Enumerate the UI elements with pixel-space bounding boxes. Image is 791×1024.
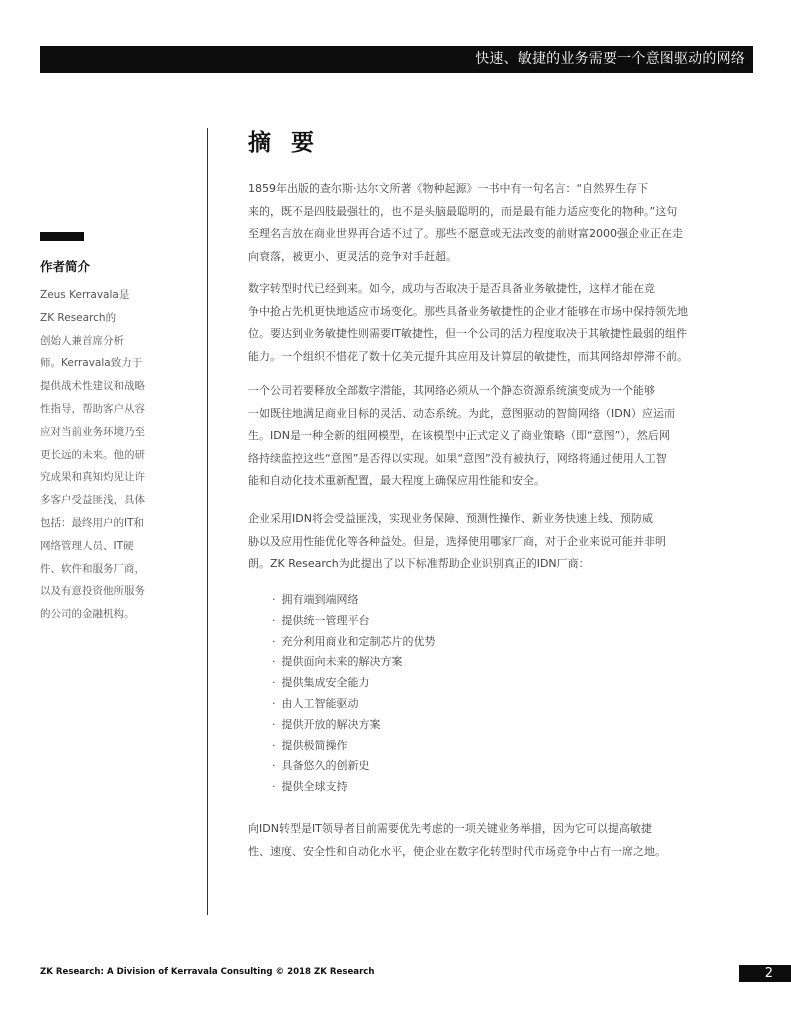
author-bio-line: 网络管理人员、IT硬 [40, 539, 134, 552]
list-item: · 提供全球支持 [272, 777, 436, 798]
paragraph-line: 能和自动化技术重新配置，最大程度上确保应用性能和安全。 [248, 474, 545, 487]
summary-section [248, 128, 728, 858]
paragraph-line: 朗。ZK Research为此提出了以下标准帮助企业识别真正的IDN厂商： [248, 557, 590, 570]
page-number-box [739, 965, 791, 982]
header-bar [40, 46, 753, 73]
paragraph-line: 胁以及应用性能优化等各种益处。但是，选择使用哪家厂商，对于企业来说可能并非明 [248, 534, 666, 548]
author-bio-line: 以及有意投资他所服务 [40, 585, 145, 598]
paragraph-line: 争中抢占先机更快地适应市场变化。那些具备业务敏捷性的企业才能够在市场中保持领先地 [248, 304, 688, 318]
list-item: · 由人工智能驱动 [272, 694, 436, 715]
sidebar-heading: 作者简介 [40, 259, 91, 274]
paragraph-line: 性、速度、安全性和自动化水平，使企业在数字化转型时代市场竞争中占有一席之地。 [248, 844, 666, 858]
list-item: · 提供开放的解决方案 [272, 715, 436, 736]
author-bio-line: 师。Kerravala致力于 [40, 357, 143, 370]
footer-copyright: ZK Research: A Division of Kerravala Consulting © 2018 ZK Research [40, 967, 375, 977]
author-bio-line: 应对当前业务环境乃至 [40, 425, 145, 438]
list-item: · 具备悠久的创新史 [272, 756, 436, 777]
author-bio [40, 284, 162, 626]
paragraph-line: 一如既往地满足商业目标的灵活、动态系统。为此，意图驱动的智简网络（IDN）应运而 [248, 406, 675, 420]
author-bio-line: 包括：最终用户的IT和 [40, 516, 145, 529]
paragraph-line: 生。IDN是一种全新的组网模型，在该模型中正式定义了商业策略（即“意图”），然后网 [248, 429, 670, 442]
list-item: · 充分利用商业和定制芯片的优势 [272, 632, 436, 653]
list-item: · 提供统一管理平台 [272, 611, 436, 632]
paragraph-idn-intro [248, 380, 675, 493]
column-divider [207, 128, 208, 915]
paragraph-line: 数字转型时代已经到来。如今，成功与否取决于是否具备业务敏捷性，这样才能在竞 [248, 282, 655, 295]
author-bio-line: 件、软件和服务厂商， [40, 562, 145, 575]
sidebar-marker [40, 232, 84, 241]
paragraph-line: 络持续监控这些“意图”是否得以实现。如果“意图”没有被执行，网络将通过使用人工智 [248, 451, 667, 465]
paragraph-line: 一个公司若要释放全部数字潜能，其网络必须从一个静态资源系统演变成为一个能够 [248, 384, 655, 397]
paragraph-line: 位。要达到业务敏捷性则需要IT敏捷性，但一个公司的活力程度取决于其敏捷性最弱的组件 [248, 327, 687, 340]
author-bio-line: 更长远的未来。他的研 [40, 448, 145, 461]
paragraph-line: 向IDN转型是IT领导者目前需要优先考虑的一项关键业务举措，因为它可以提高敏捷 [248, 822, 652, 835]
paragraph-line: 来的，既不是四肢最强壮的，也不是头脑最聪明的，而是最有能力适应变化的物种。”这句 [248, 204, 678, 218]
paragraph-darwin [248, 178, 683, 268]
author-bio-line: 的公司的金融机构。 [40, 608, 135, 621]
author-bio-line: 提供战术性建议和战略 [40, 380, 145, 393]
page-title: 摘 要 [248, 130, 321, 156]
author-bio-line: 究成果和真知灼见让许 [40, 471, 145, 484]
list-item: · 拥有端到端网络 [272, 590, 436, 611]
criteria-list [272, 590, 436, 798]
paragraph-line: 企业采用IDN将会受益匪浅，实现业务保障、预测性操作、新业务快速上线、预防威 [248, 512, 653, 525]
paragraph-line: 1859年出版的查尔斯·达尔文所著《物种起源》一书中有一句名言：“自然界生存下 [248, 182, 649, 195]
paragraph-line: 能力。一个组织不惜花了数十亿美元提升其应用及计算层的敏捷性，而其网络却停滞不前。 [248, 349, 688, 363]
paragraph-line: 至理名言放在商业世界再合适不过了。那些不愿意或无法改变的前财富2000强企业正在走 [248, 227, 683, 240]
header-title: 快速、敏捷的业务需要一个意图驱动的网络 [475, 51, 745, 67]
paragraph-digital-transformation [248, 278, 688, 368]
author-bio-line: 性指导，帮助客户从容 [40, 402, 145, 415]
paragraph-idn-benefits [248, 508, 666, 576]
author-bio-line: ZK Research的 [40, 311, 117, 324]
page-number: 2 [764, 966, 773, 981]
list-item: · 提供面向未来的解决方案 [272, 652, 436, 673]
author-bio-line: Zeus Kerravala是 [40, 289, 130, 301]
list-item: · 提供极简操作 [272, 736, 436, 757]
author-sidebar [40, 232, 162, 626]
author-bio-line: 创始人兼首席分析 [40, 334, 124, 347]
list-item: · 提供集成安全能力 [272, 673, 436, 694]
author-bio-line: 多客户受益匪浅，具体 [40, 494, 145, 507]
paragraph-conclusion [248, 818, 666, 863]
paragraph-line: 向衰落，被更小、更灵活的竞争对手赶超。 [248, 249, 457, 263]
